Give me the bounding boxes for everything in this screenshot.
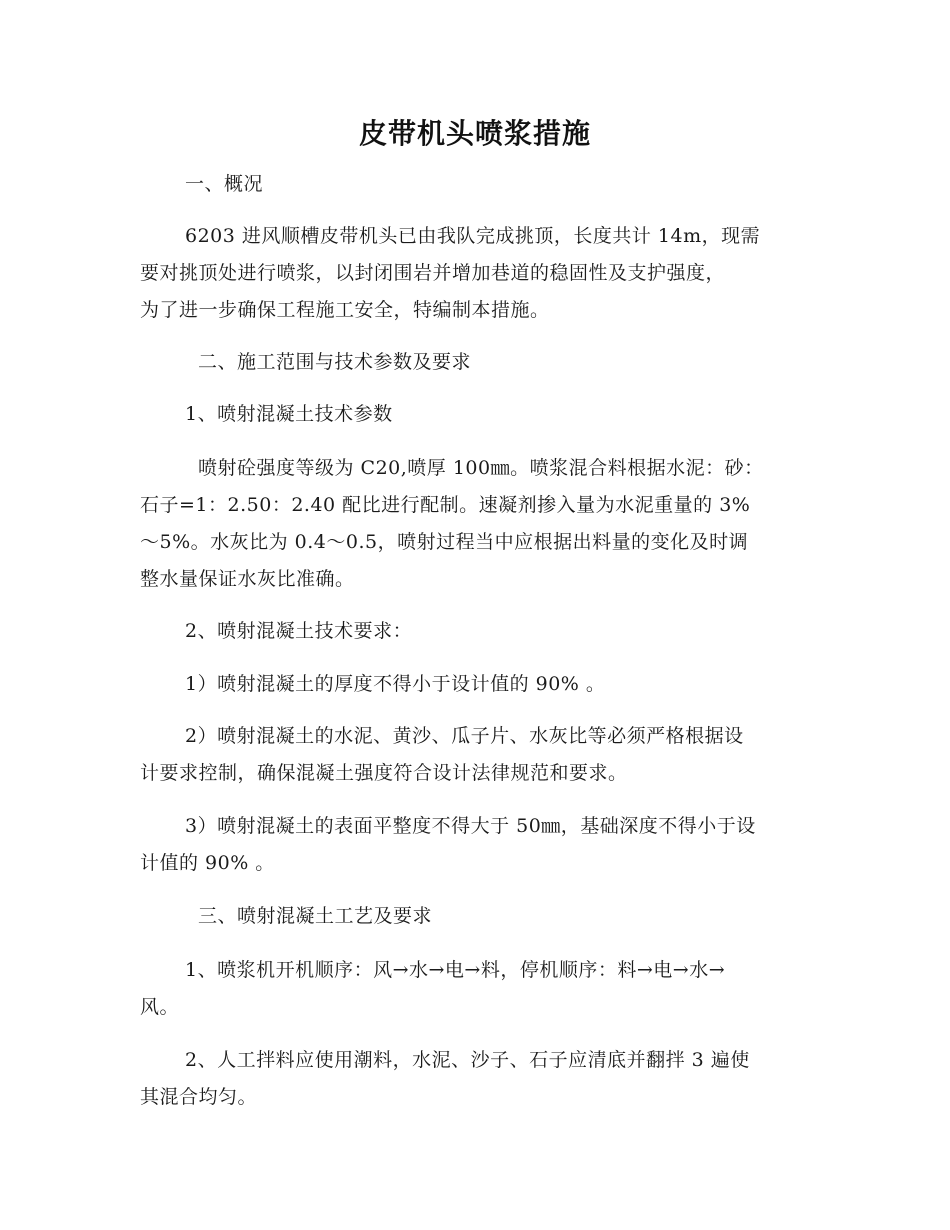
requirement-item-1 — [140, 666, 810, 703]
section-heading-overview — [140, 166, 810, 203]
paragraph-line: 计要求控制，确保混凝土强度符合设计法律规范和要求。 — [140, 762, 628, 784]
paragraph-line: 3）喷射混凝土的表面平整度不得大于 50㎜，基础深度不得小于设 — [185, 815, 756, 837]
paragraph-line: 2）喷射混凝土的水泥、黄沙、瓜子片、水灰比等必须严格根据设 — [185, 725, 744, 747]
subheading-requirements — [140, 613, 810, 650]
paragraph-line: 石子=1：2.50：2.40 配比进行配制。速凝剂掺入量为水泥重量的 3% — [140, 494, 751, 516]
section-heading-process — [140, 898, 810, 935]
heading-text: 2、喷射混凝土技术要求： — [185, 620, 413, 642]
paragraph-line: 喷射砼强度等级为 C20,喷厚 100㎜。喷浆混合料根据水泥：砂： — [198, 457, 764, 479]
paragraph-line: ～5%。水灰比为 0.4～0.5，喷射过程当中应根据出料量的变化及时调 — [140, 531, 749, 553]
document-title: 皮带机头喷浆措施 — [358, 117, 591, 150]
paragraph-line: 风。 — [140, 996, 180, 1018]
heading-text: 一、概况 — [185, 173, 264, 195]
heading-text: 1、喷射混凝土技术参数 — [185, 403, 393, 425]
paragraph-line: 整水量保证水灰比准确。 — [140, 568, 355, 590]
process-item-2 — [140, 1042, 810, 1116]
process-item-1 — [140, 952, 810, 1026]
paragraph-line: 1）喷射混凝土的厚度不得小于设计值的 90% 。 — [185, 673, 606, 695]
section-heading-scope — [140, 344, 810, 381]
paragraph-line: 计值的 90% 。 — [140, 852, 275, 874]
requirement-item-3 — [140, 808, 810, 882]
subheading-parameters — [140, 396, 810, 433]
requirement-item-2 — [140, 718, 810, 792]
paragraph-overview — [140, 218, 810, 329]
paragraph-line: 1、喷浆机开机顺序：风→水→电→料，停机顺序：料→电→水→ — [185, 959, 726, 981]
paragraph-line: 2、人工拌料应使用潮料，水泥、沙子、石子应清底并翻拌 3 遍使 — [185, 1049, 750, 1071]
heading-text: 二、施工范围与技术参数及要求 — [198, 351, 472, 373]
paragraph-line: 6203 进风顺槽皮带机头已由我队完成挑顶，长度共计 14m，现需 — [185, 225, 761, 247]
paragraph-line: 其混合均匀。 — [140, 1086, 258, 1108]
paragraph-line: 要对挑顶处进行喷浆，以封闭围岩并增加巷道的稳固性及支护强度， — [140, 262, 726, 284]
paragraph-line: 为了进一步确保工程施工安全，特编制本措施。 — [140, 299, 550, 321]
paragraph-parameters — [140, 450, 810, 598]
heading-text: 三、喷射混凝土工艺及要求 — [198, 905, 433, 927]
